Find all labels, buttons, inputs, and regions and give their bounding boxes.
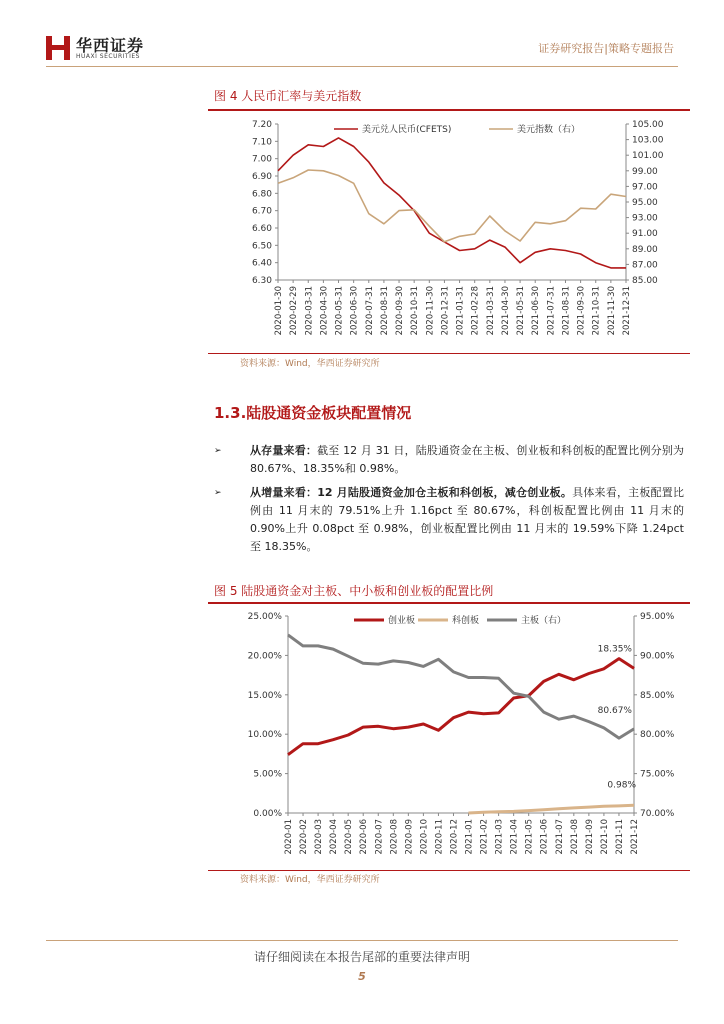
right-axis-tick-label: 70.00% (640, 809, 675, 819)
legend-label: 美元兑人民币(CFETS) (362, 125, 452, 135)
bullet-arrow-icon: ➢ (214, 488, 222, 498)
legend-label: 主板（右） (521, 616, 567, 626)
series-line-2 (278, 170, 626, 242)
legend-label: 创业板 (388, 616, 416, 626)
data-label-star-market: 0.98% (607, 780, 636, 791)
x-axis-tick-label: 2020-08-31 (379, 286, 390, 336)
left-axis-tick-label: 6.30 (251, 276, 272, 286)
right-axis-tick-label: 97.00 (632, 182, 658, 193)
x-axis-tick-label: 2020-10-31 (410, 286, 421, 336)
header-divider (46, 66, 678, 67)
bullet-body: 截至 12 月 31 日，陆股通资金在主板、创业板和科创板的配置比例分别为 80.67%、18.35%和 0.98%。 (250, 444, 684, 475)
x-axis-tick-label: 2021-12 (630, 819, 640, 855)
x-axis-tick-label: 2021-03-31 (485, 286, 496, 336)
x-axis-tick-label: 2021-05-31 (516, 286, 527, 336)
figure5-bottom-rule (208, 870, 690, 871)
x-axis-tick-label: 2021-01 (464, 819, 475, 855)
x-axis-tick-label: 2020-03-31 (304, 286, 315, 336)
right-axis-tick-label: 80.00% (640, 730, 675, 741)
x-axis-tick-label: 2021-05 (524, 819, 535, 855)
right-axis-tick-label: 105.00 (632, 120, 664, 130)
bullet-flow (214, 484, 684, 560)
x-axis-tick-label: 2020-02-29 (289, 286, 300, 336)
figure5-title: 图 5 陆股通资金对主板、中小板和创业板的配置比例 (214, 584, 494, 598)
x-axis-tick-label: 2020-05-31 (334, 286, 345, 336)
x-axis-tick-label: 2020-10 (419, 819, 430, 855)
x-axis-tick-label: 2020-09-30 (395, 286, 406, 336)
x-axis-tick-label: 2020-12-31 (440, 286, 451, 336)
series-line-1 (278, 138, 626, 268)
page-number: 5 (358, 970, 366, 983)
right-axis-tick-label: 99.00 (632, 166, 658, 177)
bullet-lead: 从增量来看：12 月陆股通资金加仓主板和科创板，减仓创业板。 (250, 486, 573, 499)
left-axis-tick-label: 7.20 (251, 120, 272, 130)
logo-chinese-name: 华西证券 (76, 36, 145, 55)
figure4-chart (208, 112, 690, 352)
bullet-arrow-icon: ➢ (214, 446, 222, 456)
x-axis-tick-label: 2020-07 (374, 819, 385, 855)
x-axis-tick-label: 2021-06-30 (531, 286, 542, 336)
left-axis-tick-label: 6.40 (251, 258, 272, 269)
x-axis-tick-label: 2021-07-31 (546, 286, 557, 336)
left-axis-tick-label: 15.00% (247, 690, 282, 701)
x-axis-tick-label: 2021-04 (509, 819, 520, 855)
report-type-label: 证券研究报告|策略专题报告 (538, 42, 674, 55)
bullet-stock (214, 442, 684, 482)
x-axis-tick-label: 2020-04 (329, 819, 340, 855)
figure5-source: 资料来源：Wind，华西证券研究所 (240, 875, 380, 885)
left-axis-tick-label: 25.00% (247, 612, 282, 622)
x-axis-tick-label: 2021-02 (479, 819, 490, 855)
section-title: 1.3.陆股通资金板块配置情况 (214, 404, 412, 422)
left-axis-tick-label: 6.50 (251, 241, 272, 252)
x-axis-tick-label: 2021-06 (539, 819, 550, 855)
x-axis-tick-label: 2021-10-31 (591, 286, 602, 336)
right-axis-tick-label: 103.00 (632, 135, 664, 146)
x-axis-tick-label: 2020-05 (344, 819, 355, 855)
x-axis-tick-label: 2020-12 (449, 819, 460, 855)
legal-notice: 请仔细阅读在本报告尾部的重要法律声明 (253, 950, 470, 964)
x-axis-tick-label: 2020-03 (314, 819, 325, 855)
right-axis-tick-label: 101.00 (632, 151, 664, 162)
x-axis-tick-label: 2021-08 (569, 819, 580, 855)
figure4-top-rule (208, 109, 690, 111)
figure4-title: 图 4 人民币汇率与美元指数 (214, 89, 362, 103)
x-axis-tick-label: 2021-08-31 (561, 286, 572, 336)
x-axis-tick-label: 2020-01 (284, 819, 294, 855)
x-axis-tick-label: 2021-11-30 (606, 286, 617, 336)
right-axis-tick-label: 90.00% (640, 651, 675, 662)
x-axis-tick-label: 2020-11 (434, 819, 445, 855)
legend-label: 科创板 (452, 616, 480, 626)
right-axis-tick-label: 85.00 (632, 276, 658, 286)
x-axis-tick-label: 2020-11-30 (425, 286, 436, 336)
data-label-chuangye: 18.35% (597, 644, 632, 655)
x-axis-tick-label: 2021-07 (554, 819, 565, 855)
footer-divider (46, 940, 678, 941)
figure4-source: 资料来源：Wind，华西证券研究所 (240, 359, 380, 369)
left-axis-tick-label: 7.00 (251, 154, 272, 165)
x-axis-tick-label: 2021-09-30 (576, 286, 587, 336)
x-axis-tick-label: 2020-08 (389, 819, 400, 855)
figure4-bottom-rule (208, 353, 690, 354)
right-axis-tick-label: 87.00 (632, 260, 658, 271)
logo-english-name: HUAXI SECURITIES (76, 53, 140, 60)
x-axis-tick-label: 2020-01-30 (274, 286, 284, 336)
bullet-text (250, 442, 684, 478)
right-axis-tick-label: 93.00 (632, 213, 658, 224)
right-axis-tick-label: 85.00% (640, 690, 675, 701)
x-axis-tick-label: 2021-02-28 (470, 286, 481, 336)
x-axis-tick-label: 2021-11 (614, 819, 625, 855)
x-axis-tick-label: 2021-04-30 (500, 286, 511, 336)
x-axis-tick-label: 2020-07-31 (364, 286, 375, 336)
left-axis-tick-label: 6.60 (251, 224, 272, 234)
bullet-text (250, 484, 684, 556)
series-line-2 (469, 805, 635, 813)
left-axis-tick-label: 5.00% (253, 769, 282, 780)
series-line-3 (288, 635, 634, 738)
huaxi-logo-icon (46, 36, 70, 60)
left-axis-tick-label: 7.10 (251, 137, 272, 148)
right-axis-tick-label: 89.00 (632, 244, 658, 255)
x-axis-tick-label: 2020-04-30 (319, 286, 330, 336)
x-axis-tick-label: 2020-06-30 (349, 286, 360, 336)
legend-label: 美元指数（右） (517, 125, 581, 135)
series-line-1 (288, 659, 634, 755)
x-axis-tick-label: 2020-02 (299, 819, 310, 855)
left-axis-tick-label: 6.90 (251, 172, 272, 182)
right-axis-tick-label: 91.00 (632, 229, 658, 240)
left-axis-tick-label: 6.80 (251, 189, 272, 200)
bullet-lead: 从存量来看： (250, 444, 318, 457)
figure5-chart (208, 604, 690, 869)
left-axis-tick-label: 0.00% (253, 809, 282, 819)
right-axis-tick-label: 95.00 (632, 198, 658, 208)
x-axis-tick-label: 2021-12-31 (622, 286, 632, 336)
data-label-main-board: 80.67% (597, 705, 632, 716)
x-axis-tick-label: 2021-09 (584, 819, 595, 855)
x-axis-tick-label: 2021-10 (599, 819, 610, 855)
bullet-body: 具体来看，主板配置比例由 11 月末的 79.51%上升 1.16pct 至 80.67%，科创板配置比例由 11 月末的 0.90%上升 0.08pct 至 0.98%，创业板配置比例由 11 月末的 19.59%下降 1.24pct 至 18.35%。 (250, 486, 685, 553)
left-axis-tick-label: 20.00% (247, 651, 282, 662)
left-axis-tick-label: 10.00% (247, 730, 282, 741)
right-axis-tick-label: 75.00% (640, 769, 675, 780)
left-axis-tick-label: 6.70 (251, 206, 272, 217)
right-axis-tick-label: 95.00% (640, 612, 675, 622)
x-axis-tick-label: 2020-06 (359, 819, 370, 855)
x-axis-tick-label: 2021-03 (494, 819, 505, 855)
x-axis-tick-label: 2020-09 (404, 819, 415, 855)
x-axis-tick-label: 2021-01-31 (455, 286, 466, 336)
